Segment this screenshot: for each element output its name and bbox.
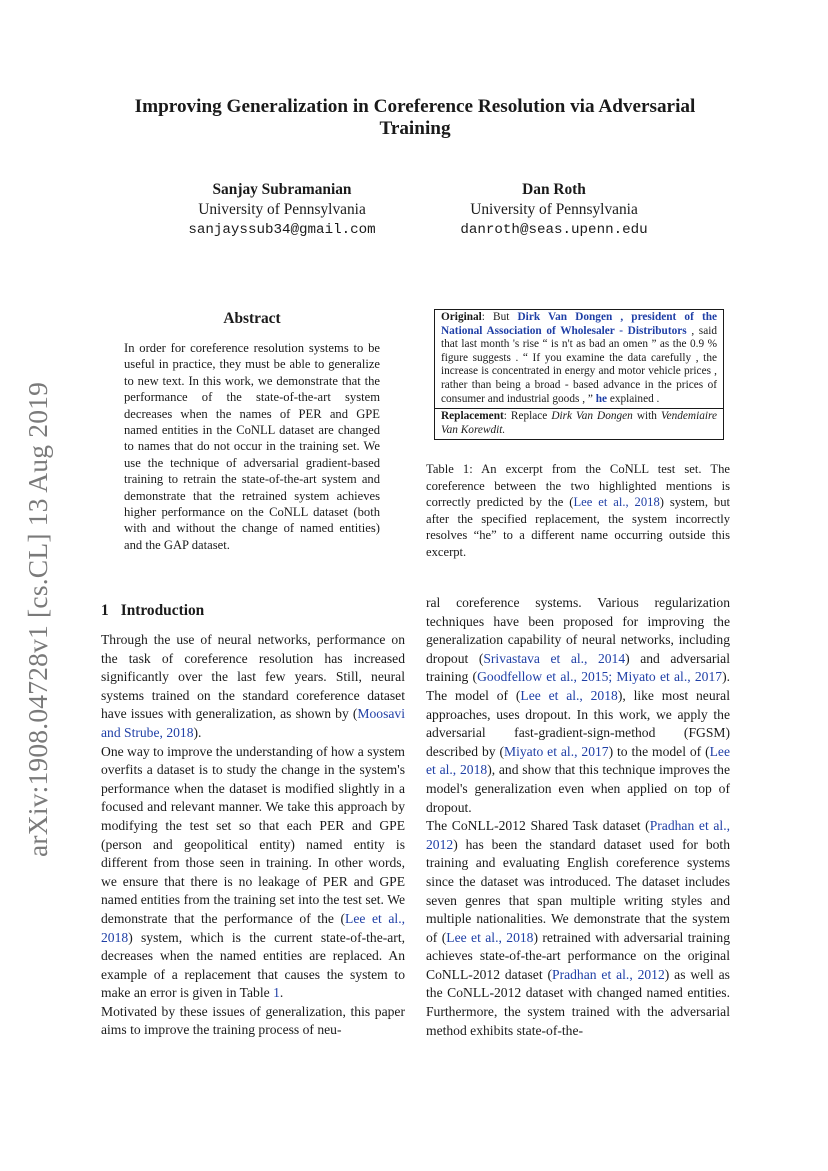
body-text: The CoNLL-2012 Shared Task dataset ( (426, 818, 650, 834)
body-text: . (279, 985, 284, 1001)
citation-link[interactable]: Goodfellow et al., 2015; Miyato et al., 2017 (477, 669, 723, 685)
right-column (426, 594, 730, 1040)
citation-link[interactable]: Lee et al., 2018 (101, 910, 405, 945)
table-row-replacement (435, 408, 723, 439)
author-name: Dan Roth (522, 181, 586, 198)
table-1-caption (426, 461, 730, 561)
body-text: Through the use of neural networks, performance on the task of coreference resolution has increased significantly over the last few years. Still, neural systems trained on the standard coreference dataset have issues with generalization, as shown by ( (101, 632, 405, 722)
author-affiliation: University of Pennsylvania (470, 201, 638, 218)
replacement-with: with (632, 410, 661, 423)
highlighted-mention-2: he (595, 392, 607, 405)
author-email: sanjayssub34@gmail.com (188, 222, 376, 238)
body-text: ) as well as the CoNLL-2012 dataset with changed named entities. Furthermore, the system trained with the adversarial method exhibits state-of-the- (426, 966, 730, 1038)
section-heading-introduction (101, 602, 204, 620)
paragraph (101, 631, 405, 743)
paragraph (426, 594, 730, 817)
table-reference-link[interactable]: 1 (273, 985, 280, 1001)
arxiv-side-stamp: arXiv:1908.04728v1 [cs.CL] 13 Aug 2019 (22, 381, 53, 857)
body-text: ) has been the standard dataset used for both training and evaluating English coreference systems since the dataset was introduced. The dataset includes seven genres that span multiple writing styles and multiple nationalities. We demonstrate that the system of ( (426, 836, 730, 945)
author-block (404, 180, 704, 240)
body-text: ). (193, 724, 202, 740)
body-text: ), like most neural approaches, uses dropout. In this work, we apply the adversarial fast-gradient-sign-method (FGSM) described by ( (426, 687, 730, 759)
paper-title: Improving Generalization in Coreference Resolution via Adversarial Training (134, 96, 696, 139)
replacement-label: Replacement (441, 410, 504, 423)
body-text: ) to the model of ( (608, 743, 710, 759)
citation-link[interactable]: Lee et al., 2018 (446, 929, 534, 945)
original-prefix: : But (481, 311, 518, 323)
caption-text: ) system, but after the specified replacement, the system incorrectly resolves “he” to a different name occurring outside this excerpt. (426, 495, 731, 559)
highlighted-mention-1: Dirk Van Dongen , president of the National Association of Wholesaler - Distributors (441, 311, 718, 337)
citation-link[interactable]: Moosavi and Strube, 2018 (101, 706, 405, 740)
citation-link[interactable]: Pradhan et al., 2012 (552, 966, 665, 982)
paragraph (101, 743, 405, 1003)
caption-text: Table 1: An excerpt from the CoNLL test set. The coreference between the two highlighted mentions is correctly predicted by the ( (426, 462, 730, 510)
citation-link[interactable]: Miyato et al., 2017 (504, 743, 609, 759)
author-block (132, 180, 432, 240)
table-row-original (435, 310, 723, 408)
replacement-to: Vendemiaire Van Korewdit. (441, 410, 717, 436)
body-text: ), and show that this technique improves the model's generalization even when applied on top of dropout. (426, 762, 731, 815)
original-label: Original (441, 311, 482, 323)
abstract-text: In order for coreference resolution systems to be useful in practice, they must be able to generalize to new text. In this work, we demonstrate that the performance of the state-of-the-art system decreases when the names of PER and GPE named entities in the CoNLL dataset are changed to names that do not occur in the training set. We use the technique of adversarial gradient-based training to retrain the state-of-the-art system and demonstrate that the retrained system achieves higher performance on the CoNLL dataset (both with and without the change of named entities) and the GAP dataset. (124, 341, 380, 552)
citation-link[interactable]: Lee et al., 2018 (520, 687, 618, 703)
citation-link[interactable]: Pradhan et al., 2012 (426, 818, 730, 852)
table-1 (434, 309, 724, 440)
abstract-heading: Abstract (223, 310, 281, 327)
citation-link[interactable]: Lee et al., 2018 (573, 495, 660, 510)
body-text: ) system, which is the current state-of-the-art, decreases when the named entities are replaced. An example of a replacement that causes the system to make an error is given in Table (101, 929, 405, 1001)
body-text: ) retrained with adversarial training achieves state-of-the-art performance on the original CoNLL-2012 dataset ( (426, 929, 731, 982)
paragraph (426, 817, 730, 1040)
section-title: Introduction (120, 602, 205, 619)
body-text: ) and adversarial training ( (426, 650, 730, 685)
original-suffix: explained . (607, 392, 660, 405)
left-column (101, 631, 405, 1040)
body-text: ral coreference systems. Various regularization techniques have been proposed for improving the generalization capability of neural networks, including dropout ( (426, 595, 730, 666)
author-email: danroth@seas.upenn.edu (460, 222, 648, 238)
body-text: ). The model of ( (426, 669, 730, 703)
author-name: Sanjay Subramanian (212, 181, 352, 198)
replacement-prefix: : Replace (503, 410, 552, 423)
original-middle: , said that last month 's rise “ is n't as bad an omen ” as the 0.9 % figure suggests . “ If you examine the data carefully , the increase is concentrated in energy and motor vehicle prices , rather than being a broad - based advance in the prices of consumer and industrial goods , ” (441, 324, 718, 405)
citation-link[interactable]: Lee et al., 2018 (426, 743, 730, 778)
replacement-from: Dirk Van Dongen (551, 410, 633, 423)
section-number: 1 (101, 602, 109, 619)
author-affiliation: University of Pennsylvania (198, 201, 366, 218)
citation-link[interactable]: Srivastava et al., 2014 (483, 650, 626, 666)
paragraph: Motivated by these issues of generalization, this paper aims to improve the training process of neu- (101, 1003, 405, 1038)
body-text: One way to improve the understanding of how a system overfits a dataset is to study the change in the system's performance when the dataset is modified slightly in a focused and relevant manner. We take this approach by modifying the test set so that each PER and GPE (person and geopolitical entity) named entity is different from those seen in training. In other words, we ensure that there is no leakage of PER and GPE named entities from the training set into the test set. We demonstrate that the performance of the ( (101, 743, 405, 926)
